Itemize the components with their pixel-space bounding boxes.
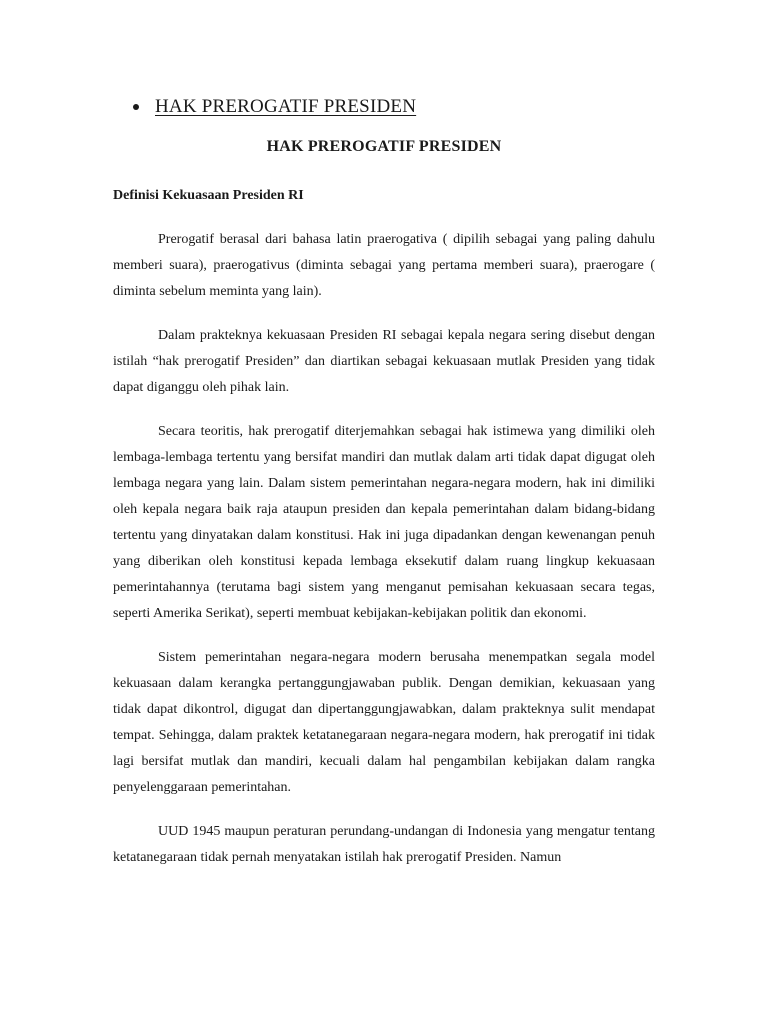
section-subheading: Definisi Kekuasaan Presiden RI (113, 188, 304, 203)
document-body (113, 227, 655, 889)
paragraph-1: Prerogatif berasal dari bahasa latin praerogativa ( dipilih sebagai yang paling dahulu memberi suara), praerogativus (diminta sebagai yang pertama memberi suara), praerogare ( diminta sebelum meminta yang lain). (113, 232, 655, 299)
paragraph-2: Dalam prakteknya kekuasaan Presiden RI sebagai kepala negara sering disebut dengan istilah “hak prerogatif Presiden” dan diartikan sebagai kekuasaan mutlak Presiden yang tidak dapat diganggu oleh pihak lain. (113, 328, 655, 395)
paragraph-3: Secara teoritis, hak prerogatif diterjemahkan sebagai hak istimewa yang dimiliki oleh lembaga-lembaga tertentu yang bersifat mandiri dan mutlak dalam arti tidak dapat digugat oleh lembaga negara yang lain. Dalam sistem pemerintahan negara-negara modern, hak ini dimiliki oleh kepala negara baik raja ataupun presiden dan kepala pemerintahan dalam bidang-bidang tertentu yang dinyatakan dalam konstitusi. Hak ini juga dipadankan dengan kewenangan penuh yang diberikan oleh konstitusi kepada lembaga eksekutif dalam ruang lingkup kekuasaan pemerintahannya (terutama bagi sistem yang menganut pemisahan kekuasaan secara tegas, seperti Amerika Serikat), seperti membuat kebijakan-kebijakan politik dan ekonomi. (113, 424, 655, 621)
paragraph-5: UUD 1945 maupun peraturan perundang-undangan di Indonesia yang mengatur tentang ketatanegaraan tidak pernah menyatakan istilah hak prerogatif Presiden. Namun (113, 824, 655, 865)
document-title: HAK PREROGATIF PRESIDEN (266, 138, 502, 155)
paragraph-4: Sistem pemerintahan negara-negara modern berusaha menempatkan segala model kekuasaan dalam kerangka pertanggungjawaban publik. Dengan demikian, kekuasaan yang tidak dapat dikontrol, digugat dan dipertanggungjawabkan, dalam prakteknya sulit mendapat tempat. Sehingga, dalam praktek ketatanegaraan negara-negara modern, hak prerogatif ini tidak lagi bersifat mutlak dan mandiri, kecuali dalam hal pengambilan kebijakan dalam rangka penyelenggaraan pemerintahan. (113, 650, 655, 795)
bullet-dot-icon (133, 104, 139, 110)
bullet-heading-text: HAK PREROGATIF PRESIDEN (155, 96, 417, 117)
bullet-heading (133, 94, 416, 120)
